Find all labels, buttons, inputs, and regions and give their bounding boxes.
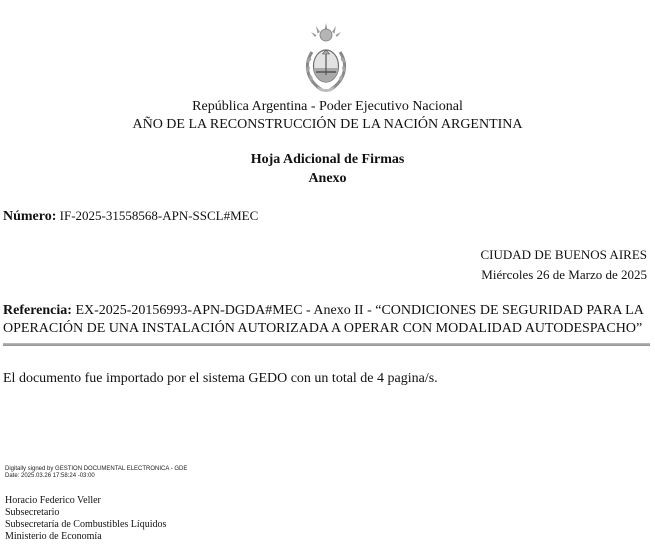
document-date: Miércoles 26 de Marzo de 2025 [481, 267, 647, 282]
numero-label: Número: [3, 209, 57, 224]
signer-position: Subsecretario [5, 507, 60, 518]
signer-office: Subsecretaría de Combustibles Líquidos [5, 519, 167, 530]
signer-block [5, 495, 166, 543]
numero-value: IF-2025-31558568-APN-SSCL#MEC [59, 208, 259, 223]
document-subtitle: Anexo [308, 171, 347, 186]
body-text: El documento fue importado por el sistema GEDO con un total de 4 pagina/s. [3, 371, 438, 386]
signature-signed-by: Digitally signed by GESTION DOCUMENTAL ELECTRONICA - GDE [5, 466, 188, 472]
document-number [3, 208, 258, 225]
signer-ministry: Ministerio de Economía [5, 531, 102, 542]
signer-name: Horacio Federico Veller [5, 495, 101, 506]
reference [3, 302, 648, 338]
year-motto: AÑO DE LA RECONSTRUCCIÓN DE LA NACIÓN ARGENTINA [132, 117, 523, 132]
document-title: Hoja Adicional de Firmas [250, 152, 405, 167]
digital-signature-stamp [5, 466, 187, 480]
reference-label: Referencia: [3, 303, 72, 318]
city: CIUDAD DE BUENOS AIRES [480, 247, 647, 262]
reference-text: EX-2025-20156993-APN-DGDA#MEC - Anexo II - “CONDICIONES DE SEGURIDAD PARA LA OPERACIÓN DE UNA INSTALACIÓN AUTORIZADA A OPERAR CON MODALIDAD AUTODESPACHO” [3, 303, 644, 336]
signature-date: Date: 2025.03.26 17:58:24 -03:00 [5, 473, 95, 479]
government-header: República Argentina - Poder Ejecutivo Nacional [192, 99, 463, 114]
argentina-coat-of-arms-icon [302, 22, 350, 94]
separator-line [3, 343, 650, 346]
